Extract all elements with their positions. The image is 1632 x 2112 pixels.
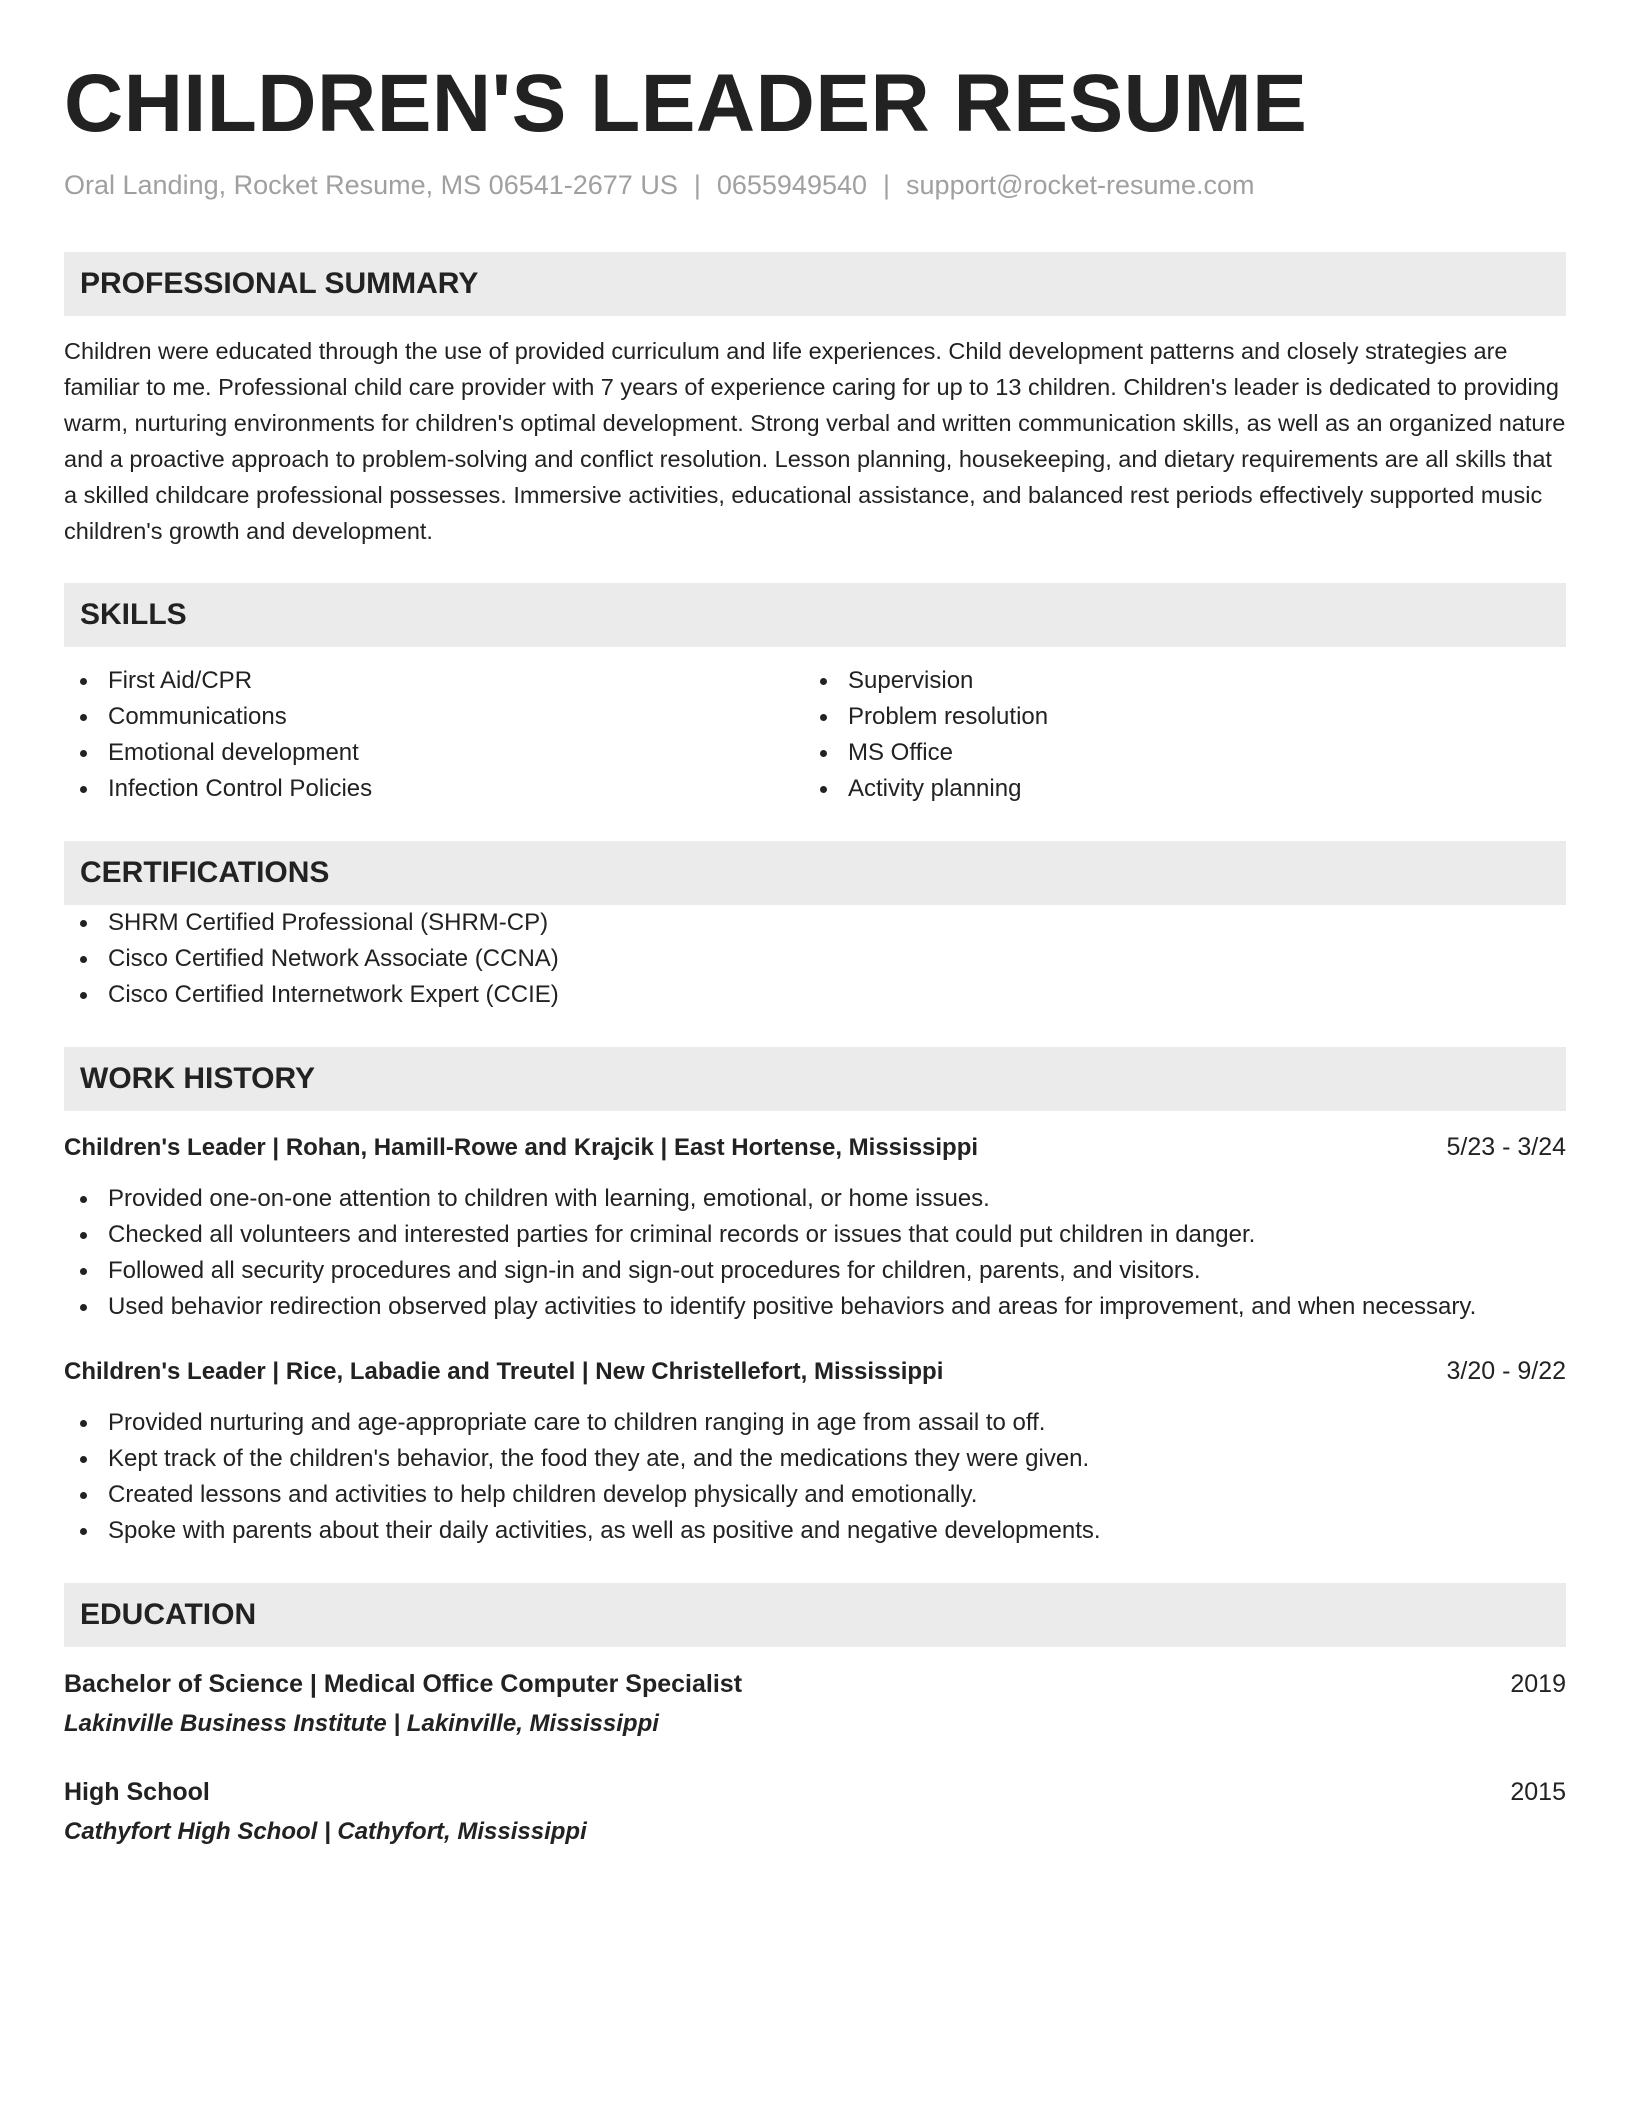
- section-heading-summary: PROFESSIONAL SUMMARY: [64, 252, 1566, 316]
- job-duty-item: Provided one-on-one attention to children with learning, emotional, or home issues.: [64, 1181, 1566, 1217]
- skills-column-right: [804, 663, 1544, 807]
- job-entry: [64, 1353, 1566, 1549]
- skills-grid: [64, 663, 1566, 807]
- job-title: Children's Leader | Rice, Labadie and Treutel | New Christellefort, Mississippi: [64, 1358, 944, 1385]
- skill-item: Infection Control Policies: [64, 771, 804, 807]
- education-year: 2015: [1510, 1778, 1566, 1806]
- skill-item: First Aid/CPR: [64, 663, 804, 699]
- certification-item: Cisco Certified Internetwork Expert (CCIE): [64, 977, 1566, 1013]
- job-dates: 3/20 - 9/22: [1446, 1357, 1566, 1385]
- section-heading-skills: SKILLS: [64, 583, 1566, 647]
- job-header: [64, 1129, 1566, 1165]
- education-entry: [64, 1773, 1566, 1851]
- contact-address: Oral Landing, Rocket Resume, MS 06541-2677 US: [64, 170, 678, 200]
- contact-email: support@rocket-resume.com: [906, 170, 1255, 200]
- job-title: Children's Leader | Rohan, Hamill-Rowe and Krajcik | East Hortense, Mississippi: [64, 1134, 979, 1161]
- contact-line: [64, 168, 1566, 202]
- resume-title: CHILDREN'S LEADER RESUME: [64, 58, 1308, 149]
- contact-separator: |: [883, 170, 891, 200]
- section-heading-work-history: WORK HISTORY: [64, 1047, 1566, 1111]
- skill-item: MS Office: [804, 735, 1544, 771]
- job-duty-item: Created lessons and activities to help children develop physically and emotionally.: [64, 1477, 1566, 1513]
- skill-item: Activity planning: [804, 771, 1544, 807]
- certification-item: Cisco Certified Network Associate (CCNA): [64, 941, 1566, 977]
- section-heading-education: EDUCATION: [64, 1583, 1566, 1647]
- contact-phone: 0655949540: [716, 170, 868, 200]
- skill-item: Communications: [64, 699, 804, 735]
- certifications-list: [64, 905, 1566, 1013]
- education-header: [64, 1773, 1566, 1811]
- job-duty-item: Kept track of the children's behavior, the food they ate, and the medications they were given.: [64, 1441, 1566, 1477]
- skill-item: Problem resolution: [804, 699, 1544, 735]
- skill-item: Emotional development: [64, 735, 804, 771]
- job-duty-item: Followed all security procedures and sign-in and sign-out procedures for children, parents, and visitors.: [64, 1253, 1566, 1289]
- skills-column-left: [64, 663, 804, 807]
- certification-item: SHRM Certified Professional (SHRM-CP): [64, 905, 1566, 941]
- education-header: [64, 1665, 1566, 1703]
- job-duty-item: Checked all volunteers and interested parties for criminal records or issues that could put children in danger.: [64, 1217, 1566, 1253]
- education-degree: Bachelor of Science | Medical Office Computer Specialist: [64, 1670, 743, 1698]
- summary-paragraph: Children were educated through the use of provided curriculum and life experiences. Child development patterns and closely strategies are familiar to me. Professional child care provider with 7 years of experience caring for up to 13 children. Children's leader is dedicated to providing warm, nurturing environments for children's optimal development. Strong verbal and written communication skills, as well as an organized nature and a proactive approach to problem-solving and conflict resolution. Lesson planning, housekeeping, and dietary requirements are all skills that a skilled childcare professional possesses. Immersive activities, educational assistance, and balanced rest periods effectively supported music children's growth and development.: [64, 338, 1566, 544]
- job-duty-item: Used behavior redirection observed play activities to identify positive behaviors and areas for improvement, and when necessary.: [64, 1289, 1566, 1325]
- education-school: Cathyfort High School | Cathyfort, Mississippi: [64, 1818, 587, 1845]
- section-heading-certifications: CERTIFICATIONS: [64, 841, 1566, 905]
- job-dates: 5/23 - 3/24: [1446, 1133, 1566, 1161]
- contact-separator: |: [693, 170, 701, 200]
- education-entry: [64, 1665, 1566, 1743]
- education-degree: High School: [64, 1778, 210, 1806]
- job-duties: [64, 1405, 1566, 1549]
- resume-page: [64, 0, 1566, 1851]
- skill-item: Supervision: [804, 663, 1544, 699]
- job-entry: [64, 1129, 1566, 1325]
- job-duty-item: Provided nurturing and age-appropriate care to children ranging in age from assail to off.: [64, 1405, 1566, 1441]
- job-duty-item: Spoke with parents about their daily activities, as well as positive and negative developments.: [64, 1513, 1566, 1549]
- education-school: Lakinville Business Institute | Lakinville, Mississippi: [64, 1710, 659, 1737]
- job-header: [64, 1353, 1566, 1389]
- education-year: 2019: [1510, 1670, 1566, 1698]
- job-duties: [64, 1181, 1566, 1325]
